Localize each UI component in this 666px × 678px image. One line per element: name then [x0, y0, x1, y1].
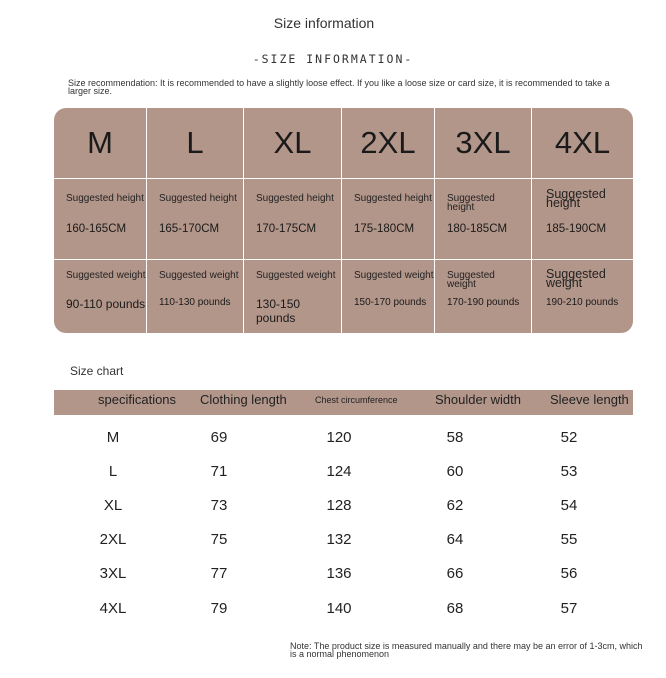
height-label: Suggested height	[354, 193, 432, 204]
row-size-cell: 3XL	[99, 565, 127, 582]
row-chest-cell: 140	[326, 600, 352, 617]
size-chart-title: Size chart	[70, 364, 124, 378]
row-chest-cell: 132	[326, 531, 352, 548]
height-cell	[54, 179, 147, 260]
row-clothing-length-cell: 71	[210, 463, 228, 480]
size-label: M	[87, 125, 113, 160]
height-value: 170-175CM	[256, 223, 317, 235]
height-label: Suggested height	[159, 193, 237, 204]
size-label: 3XL	[455, 125, 511, 160]
height-cell	[435, 179, 532, 260]
row-size-cell: 4XL	[99, 600, 127, 617]
row-size-cell: 2XL	[99, 531, 127, 548]
row-shoulder-cell: 58	[446, 429, 464, 446]
size-recommendation: Size recommendation: It is recommended to have a slightly loose effect. If you like a loose size or card size, it is recommended to take a larger size.	[68, 78, 610, 96]
height-cell	[342, 179, 435, 260]
row-shoulder-cell: 68	[446, 600, 464, 617]
height-value: 175-180CM	[354, 223, 415, 235]
size-cell-2xl	[342, 108, 435, 179]
row-shoulder-cell: 64	[446, 531, 464, 548]
size-cell-xl	[244, 108, 342, 179]
height-cell	[244, 179, 342, 260]
height-label: Suggested height	[546, 187, 606, 210]
size-label: 4XL	[554, 125, 611, 160]
weight-cell	[532, 260, 633, 333]
size-label: L	[186, 125, 204, 160]
header-specifications: specifications	[98, 392, 177, 407]
row-chest-cell: 120	[326, 429, 352, 446]
weight-value: 110-130 pounds	[159, 297, 231, 308]
weight-value: 190-210 pounds	[546, 297, 619, 308]
row-size-cell: L	[108, 463, 118, 480]
row-chest-cell: 124	[326, 463, 352, 480]
row-clothing-length-cell: 75	[210, 531, 228, 548]
size-cell-4xl	[532, 108, 633, 179]
row-chest-cell: 128	[326, 497, 352, 514]
height-value: 180-185CM	[447, 223, 508, 235]
row-sleeve-cell: 56	[560, 565, 578, 582]
height-value: 160-165CM	[66, 223, 127, 235]
header-clothing-length: Clothing length	[200, 392, 287, 407]
size-cell-3xl	[435, 108, 532, 179]
row-size-cell: XL	[103, 497, 123, 514]
weight-label: Suggested weight	[447, 270, 495, 290]
weight-value: 150-170 pounds	[354, 297, 427, 308]
weight-label: Suggested weight	[66, 270, 146, 281]
row-clothing-length-cell: 79	[210, 600, 228, 617]
weight-label: Suggested weight	[159, 270, 239, 281]
height-cell	[532, 179, 633, 260]
height-label: Suggested height	[447, 193, 495, 213]
weight-value: 170-190 pounds	[447, 297, 520, 308]
row-shoulder-cell: 62	[446, 497, 464, 514]
weight-cell	[147, 260, 244, 333]
height-label: Suggested height	[66, 193, 144, 204]
weight-value: 130-150 pounds	[256, 297, 301, 325]
height-value: 165-170CM	[159, 223, 220, 235]
size-label: XL	[273, 125, 312, 160]
height-cell	[147, 179, 244, 260]
row-clothing-length-cell: 69	[210, 429, 228, 446]
size-cell-l	[147, 108, 244, 179]
size-cell-m	[54, 108, 147, 179]
height-label: Suggested height	[256, 193, 334, 204]
section-subtitle: -SIZE INFORMATION-	[252, 52, 414, 66]
size-label: 2XL	[360, 125, 416, 160]
weight-label: Suggested weight	[354, 270, 434, 281]
row-size-cell: M	[106, 429, 120, 446]
row-sleeve-cell: 54	[560, 497, 578, 514]
row-chest-cell: 136	[326, 565, 352, 582]
row-clothing-length-cell: 77	[210, 565, 228, 582]
row-sleeve-cell: 52	[560, 429, 578, 446]
page-title: Size information	[273, 15, 375, 31]
weight-value: 90-110 pounds	[66, 297, 146, 311]
weight-cell	[54, 260, 147, 333]
height-value: 185-190CM	[546, 223, 607, 235]
weight-cell	[244, 260, 342, 333]
row-shoulder-cell: 66	[446, 565, 464, 582]
header-sleeve-length: Sleeve length	[550, 392, 629, 407]
row-clothing-length-cell: 73	[210, 497, 228, 514]
row-sleeve-cell: 57	[560, 600, 578, 617]
measurement-note: Note: The product size is measured manually and there may be an error of 1-3cm, which is a normal phenomenon	[290, 641, 643, 659]
weight-label: Suggested weight	[546, 267, 606, 290]
weight-cell	[435, 260, 532, 333]
size-recommendation-table	[54, 108, 633, 333]
row-sleeve-cell: 53	[560, 463, 578, 480]
header-chest-circumference: Chest circumference	[315, 395, 398, 405]
row-shoulder-cell: 60	[446, 463, 464, 480]
header-shoulder-width: Shoulder width	[435, 392, 521, 407]
row-sleeve-cell: 55	[560, 531, 578, 548]
weight-cell	[342, 260, 435, 333]
weight-label: Suggested weight	[256, 270, 336, 281]
